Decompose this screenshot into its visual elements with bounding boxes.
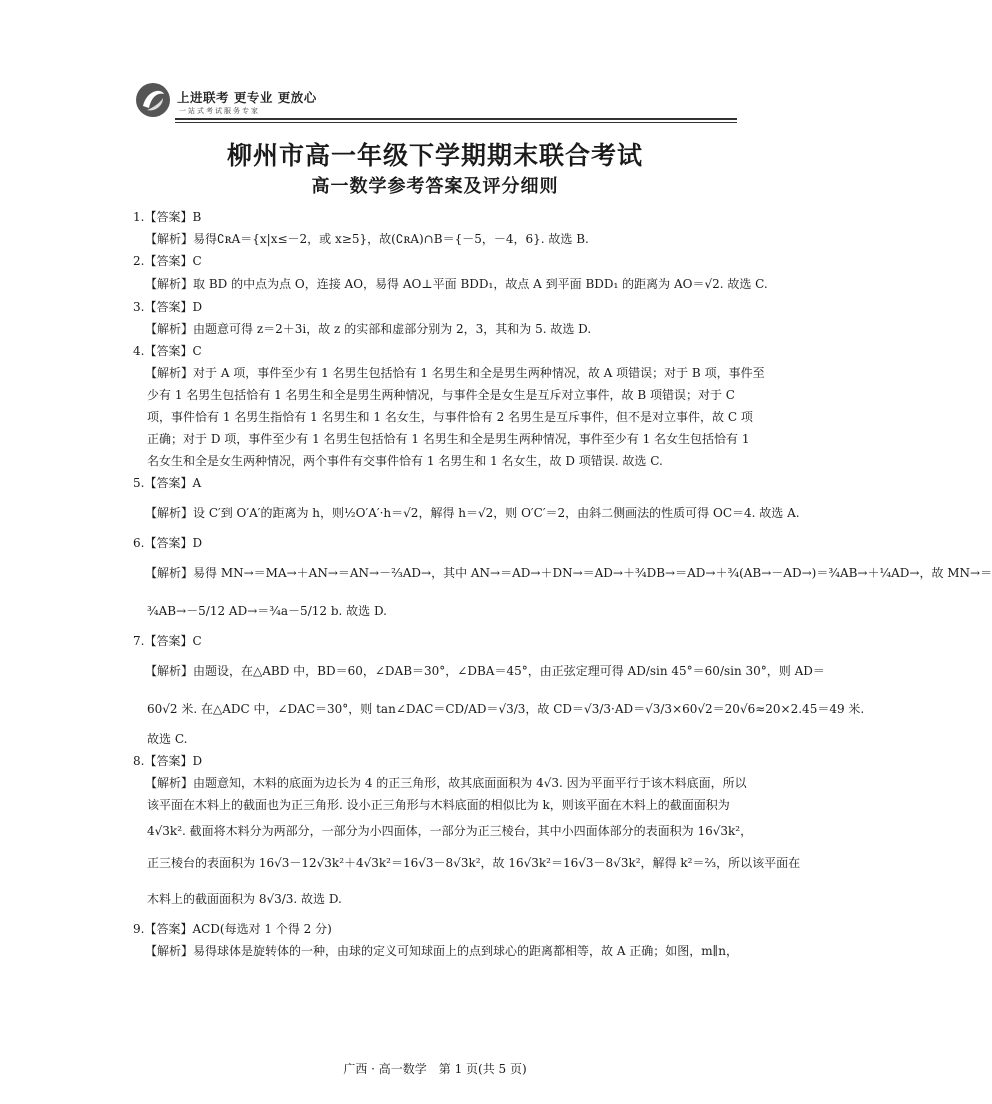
page-title: 柳州市高一年级下学期期末联合考试 bbox=[226, 141, 643, 170]
question-3 bbox=[133, 296, 743, 340]
header-divider bbox=[175, 118, 737, 120]
analysis-line: 故选 C. bbox=[147, 732, 188, 746]
analysis-line: 【解析】由题设，在△ABD 中，BD＝60，∠DAB＝30°，∠DBA＝45°，由正弦定理可得 AD/sin 45°＝60/sin 30°，则 AD＝ bbox=[145, 664, 825, 678]
answer-label: 4.【答案】C bbox=[133, 344, 202, 358]
analysis-line: 该平面在木料上的截面也为正三角形. 设小正三角形与木料底面的相似比为 k，则该平面在木料上的截面面积为 bbox=[147, 798, 730, 812]
answer-label: 9.【答案】ACD(每选对 1 个得 2 分) bbox=[133, 922, 332, 936]
answer-label: 2.【答案】C bbox=[133, 254, 202, 268]
answer-label: 1.【答案】B bbox=[133, 210, 202, 224]
analysis-line: ¾AB→－5/12 AD→＝¾a－5/12 b. 故选 D. bbox=[147, 604, 387, 618]
answer-label: 8.【答案】D bbox=[133, 754, 203, 768]
page-subtitle: 高一数学参考答案及评分细则 bbox=[311, 176, 559, 197]
question-9 bbox=[133, 918, 743, 962]
answer-label: 3.【答案】D bbox=[133, 300, 203, 314]
brand-slogan: 上进联考 更专业 更放心 bbox=[177, 90, 317, 105]
analysis-line: 【解析】由题意可得 z＝2＋3i，故 z 的实部和虚部分别为 2，3，其和为 5. 故选 D. bbox=[145, 322, 592, 336]
analysis-line: 60√2 米. 在△ADC 中，∠DAC＝30°，则 tan∠DAC＝CD/AD＝√3/3，故 CD＝√3/3·AD＝√3/3×60√2＝20√6≈20×2.45＝49 米. bbox=[147, 702, 865, 716]
analysis-line: 【解析】易得球体是旋转体的一种，由球的定义可知球面上的点到球心的距离都相等，故 A 正确；如图，m∥n， bbox=[145, 944, 738, 958]
analysis-line: 木料上的截面面积为 8√3/3. 故选 D. bbox=[147, 892, 342, 906]
answer-label: 7.【答案】C bbox=[133, 634, 202, 648]
analysis-line: 正确；对于 D 项，事件至少有 1 名男生包括恰有 1 名男生和全是男生两种情况，事件至少有 1 名女生包括恰有 1 bbox=[147, 432, 750, 446]
analysis-line: 项，事件恰有 1 名男生指恰有 1 名男生和 1 名女生，与事件恰有 2 名男生是互斥事件，但不是对立事件，故 C 项 bbox=[147, 410, 753, 424]
header-divider-thin bbox=[175, 122, 737, 123]
analysis-line: 【解析】设 C′到 O′A′的距离为 h，则½O′A′·h＝√2，解得 h＝√2，则 O′C′＝2，由斜二侧画法的性质可得 OC＝4. 故选 A. bbox=[145, 506, 800, 520]
analysis-line: 少有 1 名男生包括恰有 1 名男生和全是男生两种情况，与事件全是女生是互斥对立事件，故 B 项错误；对于 C bbox=[147, 388, 735, 402]
analysis-line: 4√3k². 截面将木料分为两部分，一部分为小四面体，一部分为正三棱台，其中小四面体部分的表面积为 16√3k²， bbox=[147, 824, 753, 838]
analysis-line: 【解析】由题意知，木料的底面为边长为 4 的正三角形，故其底面面积为 4√3. 因为平面平行于该木料底面，所以 bbox=[145, 776, 747, 790]
question-6 bbox=[133, 532, 992, 630]
brand-tagline: 一站式考试服务专家 bbox=[179, 107, 260, 115]
analysis-line: 【解析】取 BD 的中点为点 O，连接 AO，易得 AO⊥平面 BDD₁，故点 A 到平面 BDD₁ 的距离为 AO＝√2. 故选 C. bbox=[145, 277, 768, 291]
answer-list bbox=[133, 206, 992, 962]
analysis-line: 【解析】易得∁ʀA＝{x|x≤－2，或 x≥5}，故(∁ʀA)∩B＝{－5，－4，6}. 故选 B. bbox=[145, 232, 589, 246]
analysis-line: 【解析】对于 A 项，事件至少有 1 名男生包括恰有 1 名男生和全是男生两种情况，故 A 项错误；对于 B 项，事件至 bbox=[145, 366, 765, 380]
question-7 bbox=[133, 630, 865, 750]
analysis-line: 正三棱台的表面积为 16√3－12√3k²＋4√3k²＝16√3－8√3k²，故 16√3k²＝16√3－8√3k²，解得 k²＝⅔，所以该平面在 bbox=[147, 856, 801, 870]
question-2 bbox=[133, 250, 768, 296]
analysis-line: 【解析】易得 MN→＝MA→＋AN→＝AN→－⅔AD→，其中 AN→＝AD→＋DN→＝AD→＋¾DB→＝AD→＋¾(AB→－AD→)＝¾AB→＋¼AD→，故 MN→＝ bbox=[145, 566, 992, 580]
analysis-line: 名女生和全是女生两种情况，两个事件有交事件恰有 1 名男生和 1 名女生，故 D 项错误. 故选 C. bbox=[147, 454, 663, 468]
answer-label: 5.【答案】A bbox=[133, 476, 202, 490]
question-4 bbox=[133, 340, 765, 472]
page-header bbox=[133, 80, 737, 124]
question-8 bbox=[133, 750, 801, 918]
question-1 bbox=[133, 206, 743, 250]
brand-logo-icon bbox=[133, 80, 173, 120]
question-5 bbox=[133, 472, 800, 532]
answer-label: 6.【答案】D bbox=[133, 536, 203, 550]
page-footer: 广西 · 高一数学 第 1 页(共 5 页) bbox=[343, 1062, 527, 1076]
